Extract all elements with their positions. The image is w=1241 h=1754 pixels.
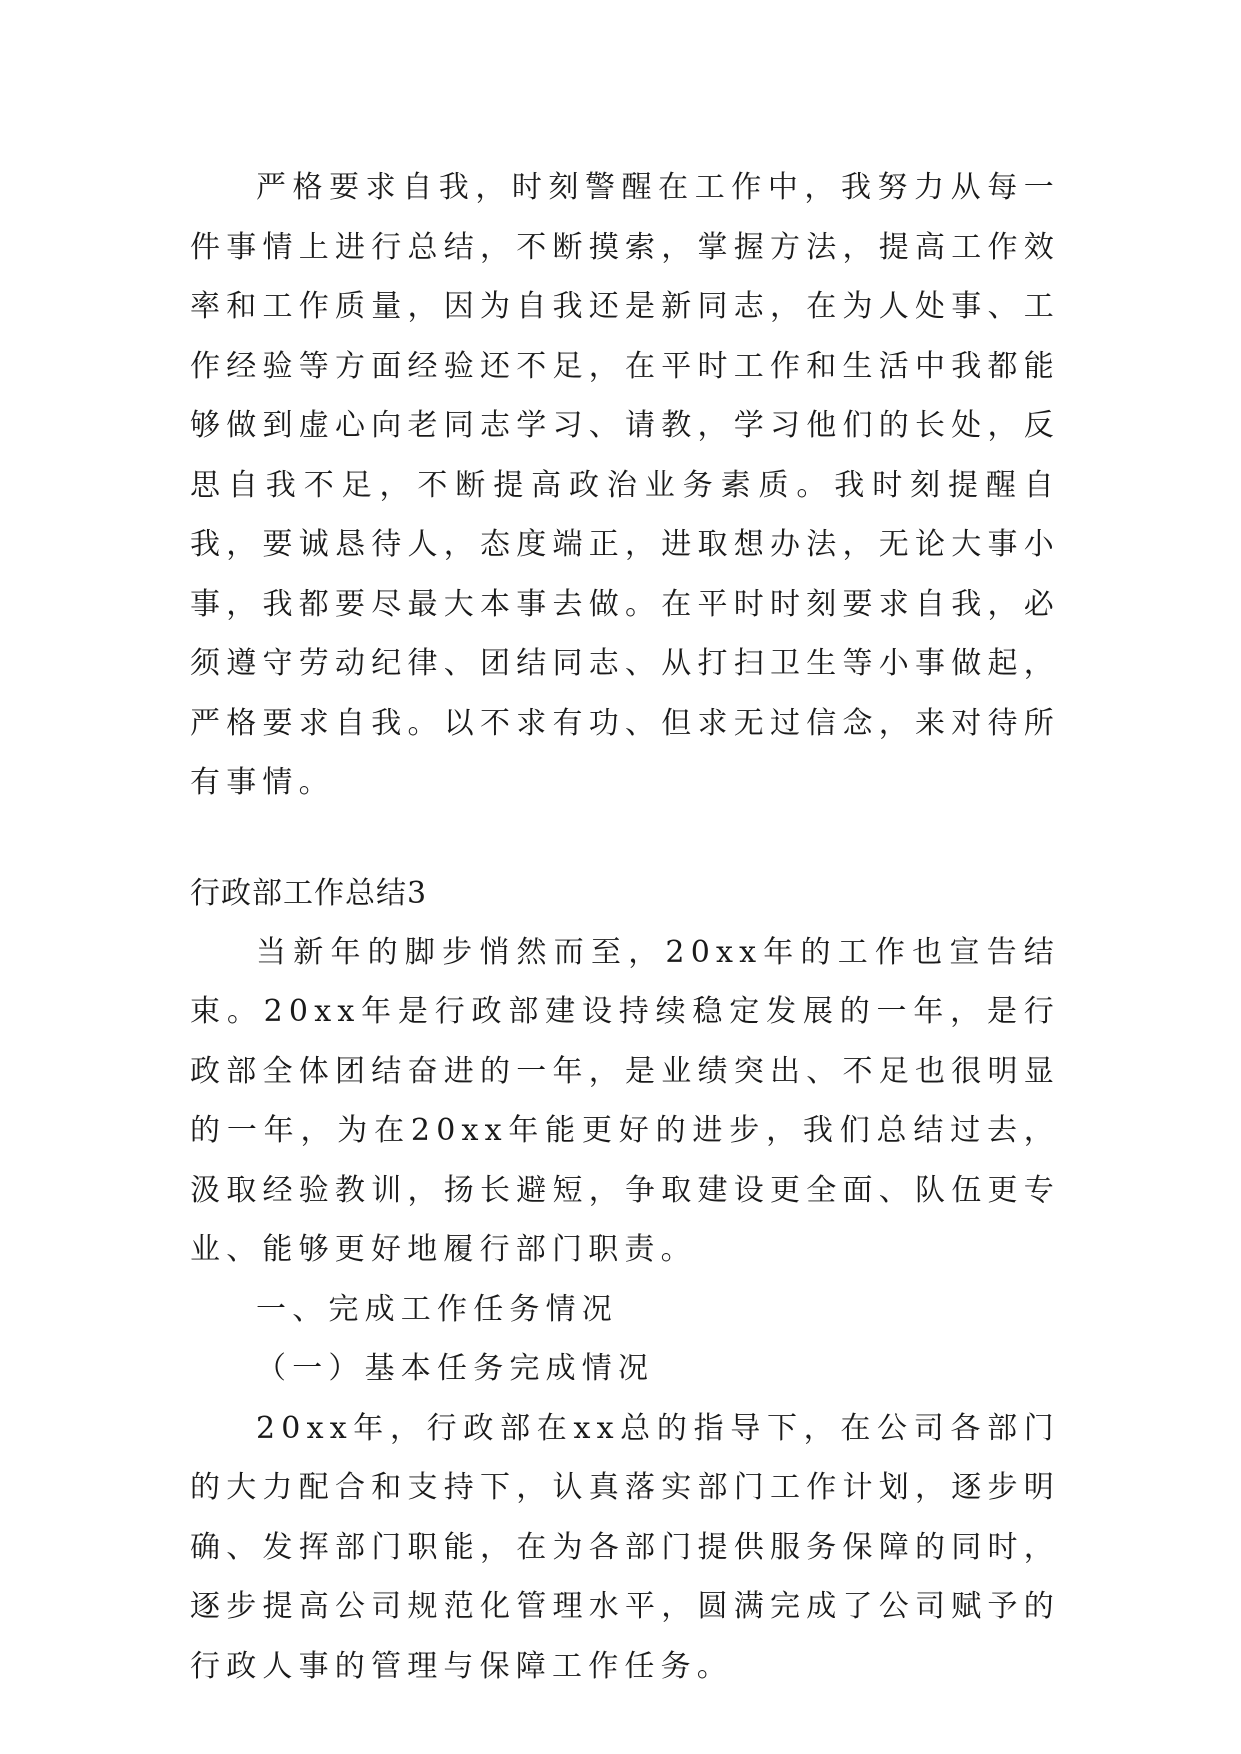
paragraph-new-year: 当新年的脚步悄然而至，20xx年的工作也宣告结束。20xx年是行政部建设持续稳定发展的一年，是行政部全体团结奋进的一年，是业绩突出、不足也很明显的一年，为在20xx年能更好的进步，我们总结过去，汲取经验教训，扬长避短，争取建设更全面、队伍更专业、能够更好地履行部门职责。 [190,934,1060,1267]
heading-level-2: （一）基本任务完成情况 [256,1351,655,1386]
section-title: 行政部工作总结3 [190,875,428,911]
paragraph-task-completion: 20xx年，行政部在xx总的指导下，在公司各部门的大力配合和支持下，认真落实部门工作计划，逐步明确、发挥部门职能，在为各部门提供服务保障的同时，逐步提高公司规范化管理水平，圆满完成了公司赋予的行政人事的管理与保障工作任务。 [190,1410,1060,1684]
paragraph-self-discipline: 严格要求自我，时刻警醒在工作中，我努力从每一件事情上进行总结，不断摸索，掌握方法，提高工作效率和工作质量，因为自我还是新同志，在为人处事、工作经验等方面经验还不足，在平时工作和生活中我都能够做到虚心向老同志学习、请教，学习他们的长处，反思自我不足，不断提高政治业务素质。我时刻提醒自我，要诚恳待人，态度端正，进取想办法，无论大事小事，我都要尽最大本事去做。在平时时刻要求自我，必须遵守劳动纪律、团结同志、从打扫卫生等小事做起，严格要求自我。以不求有功、但求无过信念，来对待所有事情。 [190,170,1060,800]
document-page [190,158,1060,1696]
heading-level-1: 一、完成工作任务情况 [256,1291,618,1327]
